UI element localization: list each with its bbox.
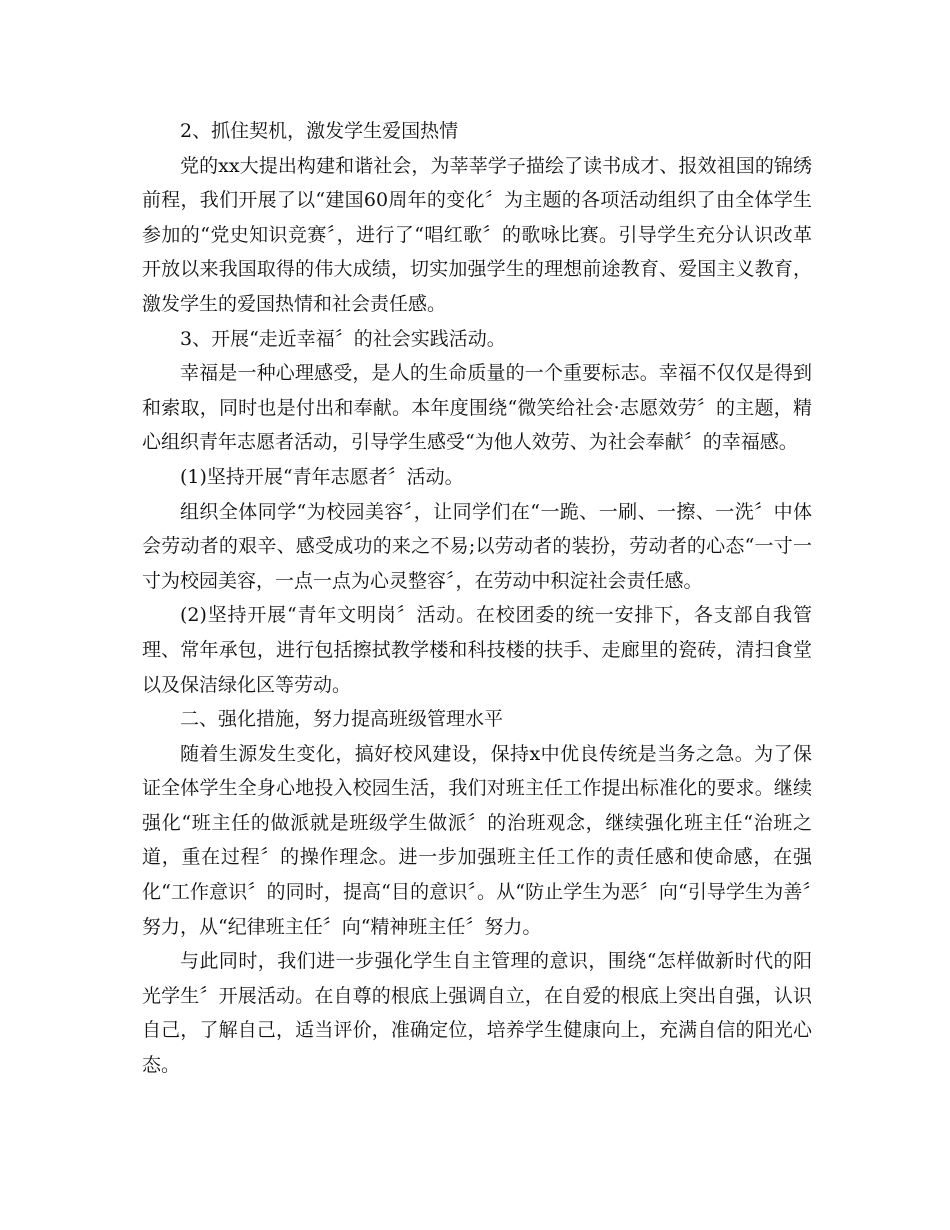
section-heading: 二、强化措施，努力提高班级管理水平 (180, 708, 504, 731)
body-paragraph: 随着生源发生变化，搞好校风建设，保持x中优良传统是当务之急。为了保证全体学生全身心地投入校园生活，我们对班主任工作提出标准化的要求。继续强化“班主任的做派就是班级学生做派〞的治班观念，继续强化班主任“治班之道，重在过程〞的操作理念。进一步加强班主任工作的责任感和使命感，在强化“工作意识〞的同时，提高“目的意识〞。从“防止学生为恶〞向“引导学生为善〞努力，从“纪律班主任〞向“精神班主任〞努力。 (142, 742, 812, 938)
section-heading: 2、抓住契机，激发学生爱国热情 (180, 120, 459, 142)
body-paragraph: 组织全体同学“为校园美容〞，让同学们在“一跪、一刷、一擦、一洗〞中体会劳动者的艰辛、感受成功的来之不易;以劳动者的装扮，劳动者的心态“一寸一寸为校园美容，一点一点为心灵整容〞，在劳动中积淀社会责任感。 (142, 500, 812, 592)
subsection-heading: (1)坚持开展“青年志愿者〞活动。 (180, 465, 464, 488)
body-paragraph: (2)坚持开展“青年文明岗〞活动。在校团委的统一安排下，各支部自我管理、常年承包，进行包括擦拭教学楼和科技楼的扶手、走廊里的瓷砖，清扫食堂以及保洁绿化区等劳动。 (142, 604, 812, 696)
body-paragraph: 幸福是一种心理感受，是人的生命质量的一个重要标志。幸福不仅仅是得到和索取，同时也是付出和奉献。本年度围绕“微笑给社会·志愿效劳〞的主题，精心组织青年志愿者活动，引导学生感受“为他人效劳、为社会奉献〞的幸福感。 (142, 362, 812, 454)
section-heading: 3、开展“走近幸福〞的社会实践活动。 (180, 327, 506, 350)
body-paragraph: 党的xx大提出构建和谐社会，为莘莘学子描绘了读书成才、报效祖国的锦绣前程，我们开展了以“建国60周年的变化〞为主题的各项活动组织了由全体学生参加的“党史知识竞赛〞，进行了“唱红歌〞的歌咏比赛。引导学生充分认识改革开放以来我国取得的伟大成绩，切实加强学生的理想前途教育、爱国主义教育，激发学生的爱国热情和社会责任感。 (142, 154, 812, 315)
body-paragraph: 与此同时，我们进一步强化学生自主管理的意识，围绕“怎样做新时代的阳光学生〞开展活动。在自尊的根底上强调自立，在自爱的根底上突出自强，认识自己，了解自己，适当评价，准确定位，培养学生健康向上，充满自信的阳光心态。 (142, 950, 812, 1077)
document-body (142, 114, 812, 1083)
